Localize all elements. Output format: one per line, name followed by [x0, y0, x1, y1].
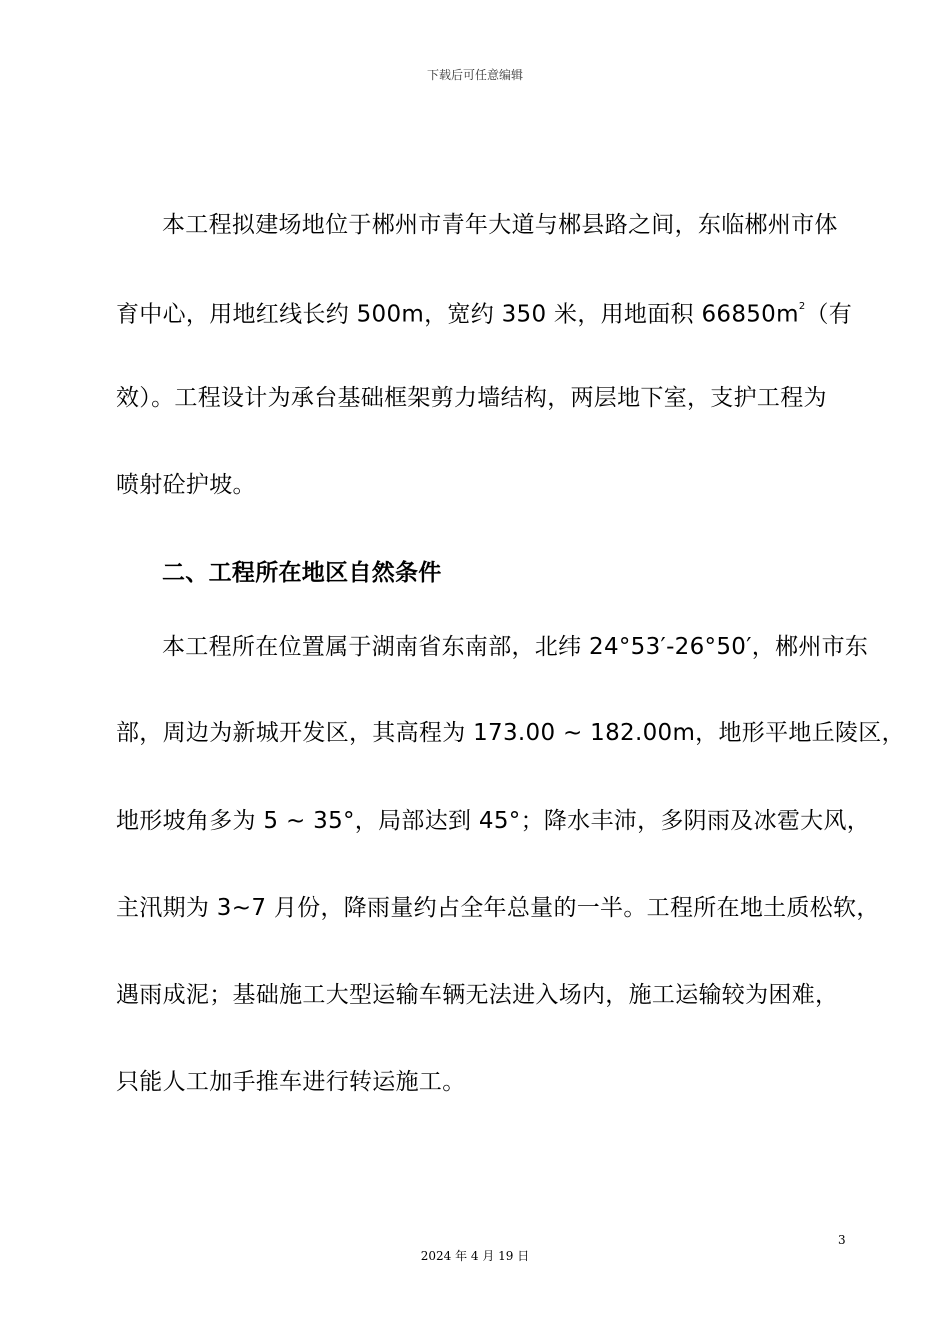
paragraph1-line2	[116, 296, 852, 330]
footer-date: 2024 年 4 月 19 日	[420, 1249, 530, 1263]
paragraph2-line6: 只能人工加手推车进行转运施工。	[116, 1069, 466, 1095]
paragraph2-line2: 部，周边为新城开发区，其高程为 173.00 ~ 182.00m，地形平地丘陵区，	[116, 720, 905, 746]
section-heading: 二、工程所在地区自然条件	[162, 560, 442, 586]
page-header: 下载后可任意编辑	[426, 68, 523, 82]
paragraph1-line3: 效）。工程设计为承台基础框架剪力墙结构，两层地下室，支护工程为	[116, 385, 827, 411]
paragraph2-line1: 本工程所在位置属于湖南省东南部，北纬 24°53′-26°50′，郴州市东	[162, 634, 869, 660]
paragraph1-line1: 本工程拟建场地位于郴州市青年大道与郴县路之间，东临郴州市体	[162, 212, 838, 238]
paragraph2-line5: 遇雨成泥；基础施工大型运输车辆无法进入场内，施工运输较为困难，	[116, 982, 839, 1008]
page-number: 3	[838, 1233, 846, 1247]
paragraph2-line4: 主汛期为 3~7 月份，降雨量约占全年总量的一半。工程所在地土质松软，	[116, 895, 880, 921]
paragraph1-line2-tail: （有	[805, 301, 853, 328]
paragraph1-line2-text: 育中心，用地红线长约 500m，宽约 350 米，用地面积 66850m	[116, 301, 799, 328]
paragraph2-line3: 地形坡角多为 5 ~ 35°，局部达到 45°；降水丰沛，多阴雨及冰雹大风，	[116, 808, 871, 834]
area-unit-superscript: 2	[798, 301, 806, 312]
paragraph1-line4: 喷射砼护坡。	[116, 472, 256, 498]
